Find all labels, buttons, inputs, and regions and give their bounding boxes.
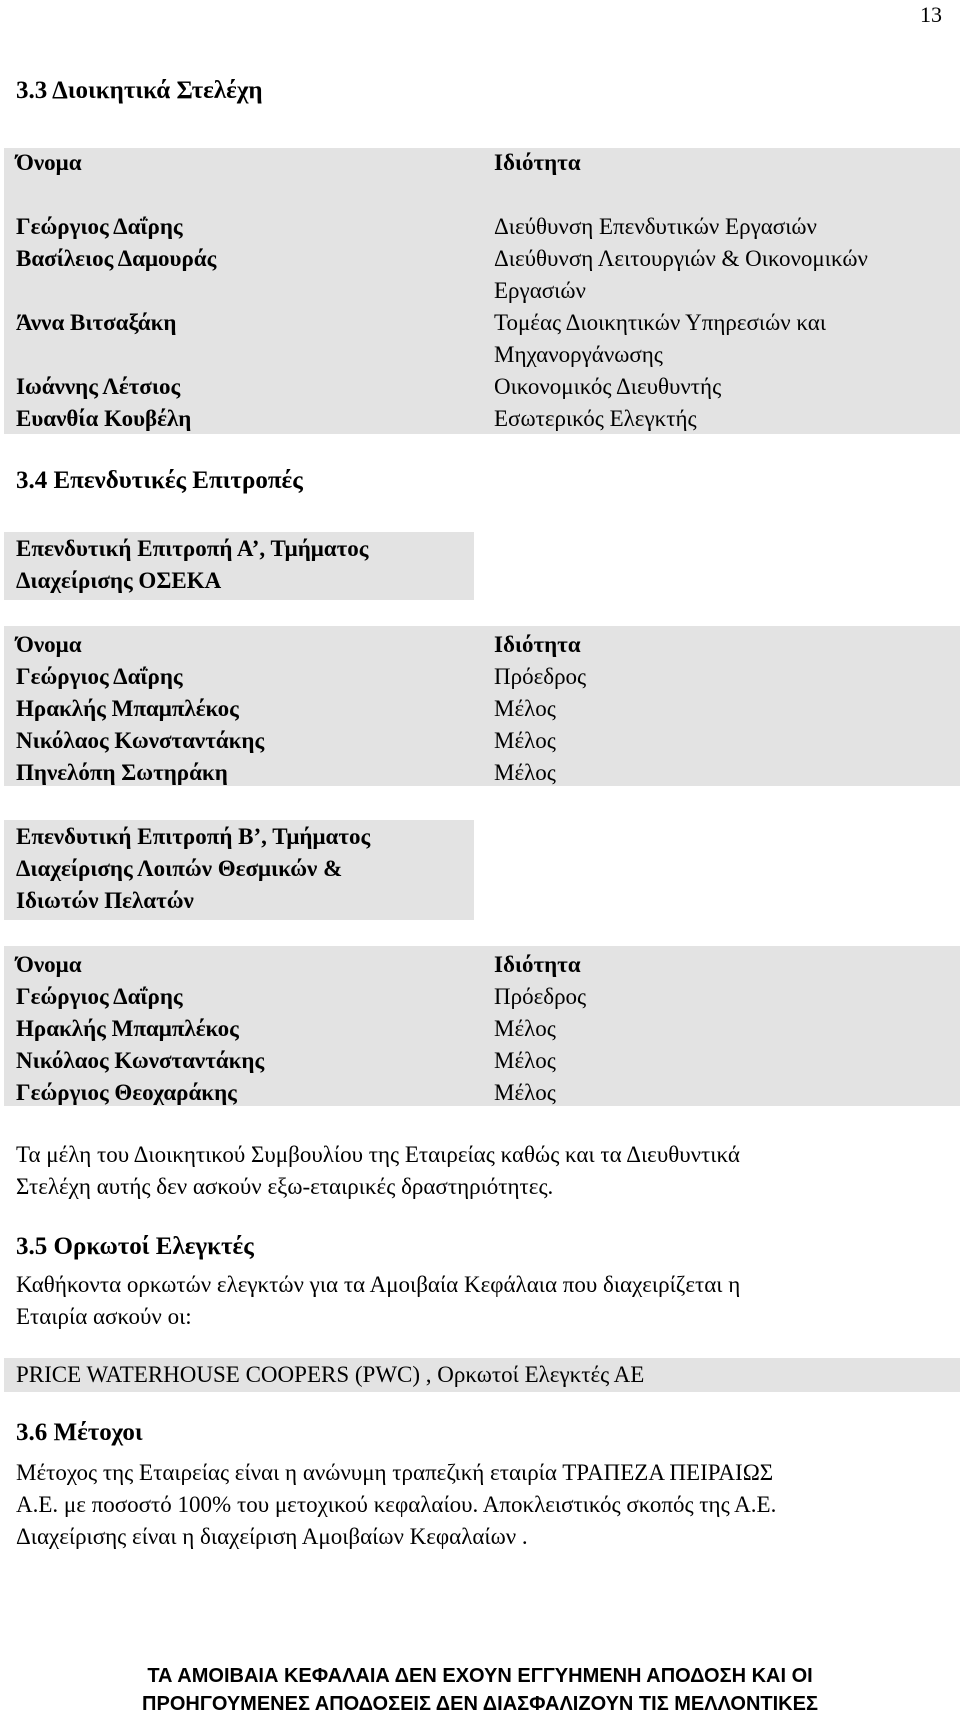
- committee-b-table: [4, 946, 960, 1106]
- col-header-name: Όνομα: [16, 632, 82, 657]
- member-name: Γεώργιος Θεοχαράκης: [16, 1080, 237, 1105]
- committee-b-title: [4, 820, 474, 920]
- col-header-role: Ιδιότητα: [494, 632, 581, 657]
- member-name: Γεώργιος Δαΐρης: [16, 664, 183, 689]
- col-header-role: Ιδιότητα: [494, 150, 581, 175]
- member-role: Μέλος: [494, 1016, 556, 1041]
- member-name: Ηρακλής Μπαμπλέκος: [16, 696, 239, 721]
- footer-disclaimer: [0, 1662, 960, 1718]
- section-3-5-heading: 3.5 Ορκωτοί Ελεγκτές: [16, 1233, 254, 1260]
- committee-a-title: [4, 532, 474, 600]
- member-role: Πρόεδρος: [494, 664, 587, 689]
- executive-role: Διεύθυνση Λειτουργιών & Οικονομικών: [494, 246, 868, 271]
- executive-role: Τομέας Διοικητικών Υπηρεσιών και: [494, 310, 827, 335]
- note-line: Στελέχη αυτής δεν ασκούν εξω-εταιρικές δραστηριότητες.: [16, 1174, 554, 1199]
- member-role: Πρόεδρος: [494, 984, 587, 1009]
- committee-title-line: Ιδιωτών Πελατών: [16, 888, 194, 913]
- member-name: Ηρακλής Μπαμπλέκος: [16, 1016, 239, 1041]
- member-role: Μέλος: [494, 728, 556, 753]
- shareholder-text-line: Διαχείρισης είναι η διαχείριση Αμοιβαίων Κεφαλαίων .: [16, 1524, 528, 1549]
- footer-line: ΠΡΟΗΓΟΥΜΕΝΕΣ ΑΠΟΔΟΣΕΙΣ ΔΕΝ ΔΙΑΣΦΑΛΙΖΟΥΝ ΤΙΣ ΜΕΛΛΟΝΤΙΚΕΣ: [142, 1693, 818, 1715]
- member-role: Μέλος: [494, 696, 556, 721]
- executive-role: Εργασιών: [494, 278, 586, 303]
- committee-title-line: Επενδυτική Επιτροπή Β’, Τμήματος: [16, 824, 371, 849]
- member-role: Μέλος: [494, 1080, 556, 1105]
- committee-title-line: Διαχείρισης Λοιπών Θεσμικών &: [16, 856, 343, 881]
- member-role: Μέλος: [494, 1048, 556, 1073]
- auditor-box: [4, 1358, 960, 1392]
- committee-title-line: Επενδυτική Επιτροπή Α’, Τμήματος: [16, 536, 369, 561]
- col-header-role: Ιδιότητα: [494, 952, 581, 977]
- section-3-4-heading: 3.4 Επενδυτικές Επιτροπές: [16, 467, 303, 494]
- col-header-name: Όνομα: [16, 150, 82, 175]
- executives-table: [4, 148, 960, 434]
- footer-line: ΤΑ ΑΜΟΙΒΑΙΑ ΚΕΦΑΛΑΙΑ ΔΕΝ ΕΧΟΥΝ ΕΓΓΥΗΜΕΝΗ ΑΠΟΔΟΣΗ ΚΑΙ ΟΙ: [147, 1665, 813, 1687]
- executive-role: Διεύθυνση Επενδυτικών Εργασιών: [494, 214, 817, 239]
- executive-name: Βασίλειος Δαμουράς: [16, 246, 217, 271]
- auditors-text-line: Καθήκοντα ορκωτών ελεγκτών για τα Αμοιβαία Κεφάλαια που διαχειρίζεται η: [16, 1272, 741, 1297]
- executive-name: Γεώργιος Δαΐρης: [16, 214, 183, 239]
- shareholder-text-line: Α.Ε. με ποσοστό 100% του μετοχικού κεφαλαίου. Αποκλειστικός σκοπός της Α.Ε.: [16, 1492, 777, 1517]
- auditors-text-line: Εταιρία ασκούν οι:: [16, 1304, 192, 1329]
- committee-a-table: [4, 626, 960, 786]
- executive-name: Άννα Βιτσαξάκη: [16, 310, 177, 335]
- member-name: Πηνελόπη Σωτηράκη: [16, 760, 228, 785]
- executive-role: Οικονομικός Διευθυντής: [494, 374, 722, 399]
- executive-name: Ευανθία Κουβέλη: [16, 406, 192, 431]
- col-header-name: Όνομα: [16, 952, 82, 977]
- member-name: Γεώργιος Δαΐρης: [16, 984, 183, 1009]
- executive-role: Εσωτερικός Ελεγκτής: [494, 406, 697, 431]
- shareholder-text-line: Μέτοχος της Εταιρείας είναι η ανώνυμη τραπεζική εταιρία ΤΡΑΠΕΖΑ ΠΕΙΡΑΙΩΣ: [16, 1460, 774, 1485]
- auditor-name: PRICE WATERHOUSE COOPERS (PWC) , Ορκωτοί Ελεγκτές ΑΕ: [16, 1362, 645, 1387]
- section-3-3-heading: 3.3 Διοικητικά Στελέχη: [16, 77, 263, 104]
- section-3-6-heading: 3.6 Μέτοχοι: [16, 1419, 143, 1446]
- executive-name: Ιωάννης Λέτσιος: [16, 374, 181, 399]
- page-number: 13: [920, 2, 942, 27]
- committee-title-line: Διαχείρισης ΟΣΕΚΑ: [16, 568, 222, 593]
- note-line: Τα μέλη του Διοικητικού Συμβουλίου της Εταιρείας καθώς και τα Διευθυντικά: [16, 1142, 740, 1167]
- member-name: Νικόλαος Κωνσταντάκης: [16, 728, 265, 753]
- member-name: Νικόλαος Κωνσταντάκης: [16, 1048, 265, 1073]
- member-role: Μέλος: [494, 760, 556, 785]
- executive-role: Μηχανοργάνωσης: [494, 342, 663, 367]
